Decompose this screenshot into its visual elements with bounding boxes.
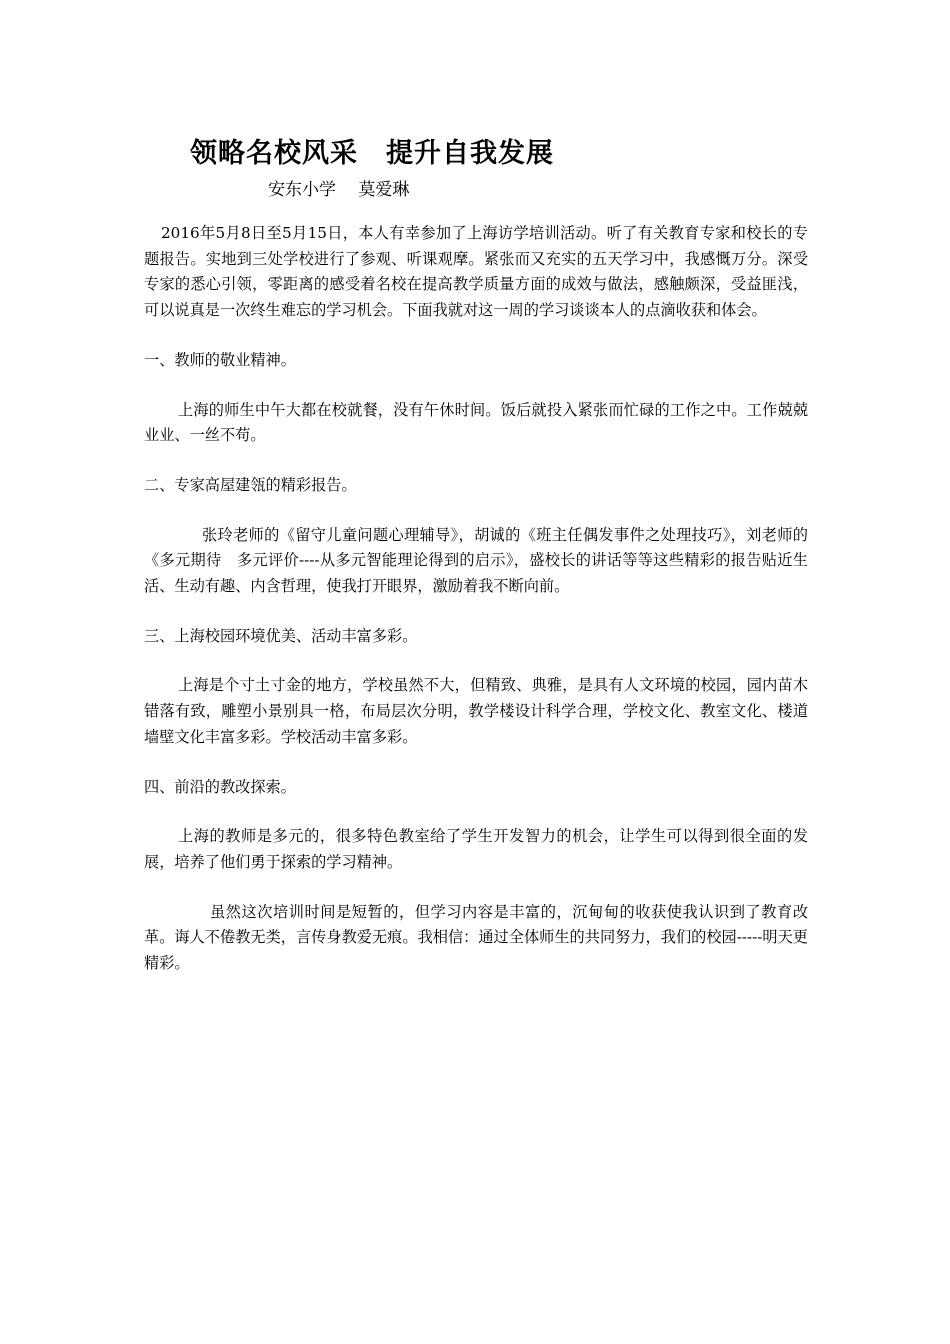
- author-byline: 安东小学 莫爱琳: [268, 180, 410, 200]
- document-title: 领略名校风采 提升自我发展: [190, 138, 554, 169]
- intro-paragraph: 2016年5月8日至5月15日，本人有幸参加了上海访学培训活动。听了有关教育专家和校长的专题报告。实地到三处学校进行了参观、听课观摩。紧张而又充实的五天学习中，我感慨万分。深受专家的悉心引领，零距离的感受着名校在提高教学质量方面的成效与做法，感触颇深，受益匪浅，可以说真是一次终生难忘的学习机会。下面我就对这一周的学习谈谈本人的点滴收获和体会。: [144, 224, 808, 320]
- section-heading-1: 一、教师的敬业精神。: [144, 350, 296, 369]
- section-body-1: 上海的师生中午大都在校就餐，没有午休时间。饭后就投入紧张而忙碌的工作之中。工作兢兢业业、一丝不苟。: [144, 400, 808, 445]
- section-body-4: 上海的教师是多元的，很多特色教室给了学生开发智力的机会，让学生可以得到很全面的发展，培养了他们勇于探索的学习精神。: [144, 827, 808, 871]
- section-heading-2: 二、专家高屋建瓴的精彩报告。: [144, 475, 357, 494]
- conclusion-paragraph: 虽然这次培训时间是短暂的，但学习内容是丰富的，沉甸甸的收获使我认识到了教育改革。诲人不倦教无类，言传身教爱无痕。我相信：通过全体师生的共同努力，我们的校园-----明天更精彩。: [144, 902, 808, 973]
- section-body-2: 张玲老师的《留守儿童问题心理辅导》，胡诚的《班主任偶发事件之处理技巧》，刘老师的《多元期待 多元评价----从多元智能理论得到的启示》，盛校长的讲话等等这些精彩的报告贴近生活、生动有趣、内含哲理，使我打开眼界，激励着我不断向前。: [144, 525, 808, 596]
- section-heading-4: 四、前沿的教改探索。: [144, 777, 296, 796]
- section-heading-3: 三、上海校园环境优美、活动丰富多彩。: [144, 626, 418, 645]
- section-body-3: 上海是个寸土寸金的地方，学校虽然不大，但精致、典雅，是具有人文环境的校园，园内苗木错落有致，雕塑小景别具一格，布局层次分明，教学楼设计科学合理，学校文化、教室文化、楼道墙壁文化丰富多彩。学校活动丰富多彩。: [144, 676, 808, 746]
- document-body: [144, 221, 808, 977]
